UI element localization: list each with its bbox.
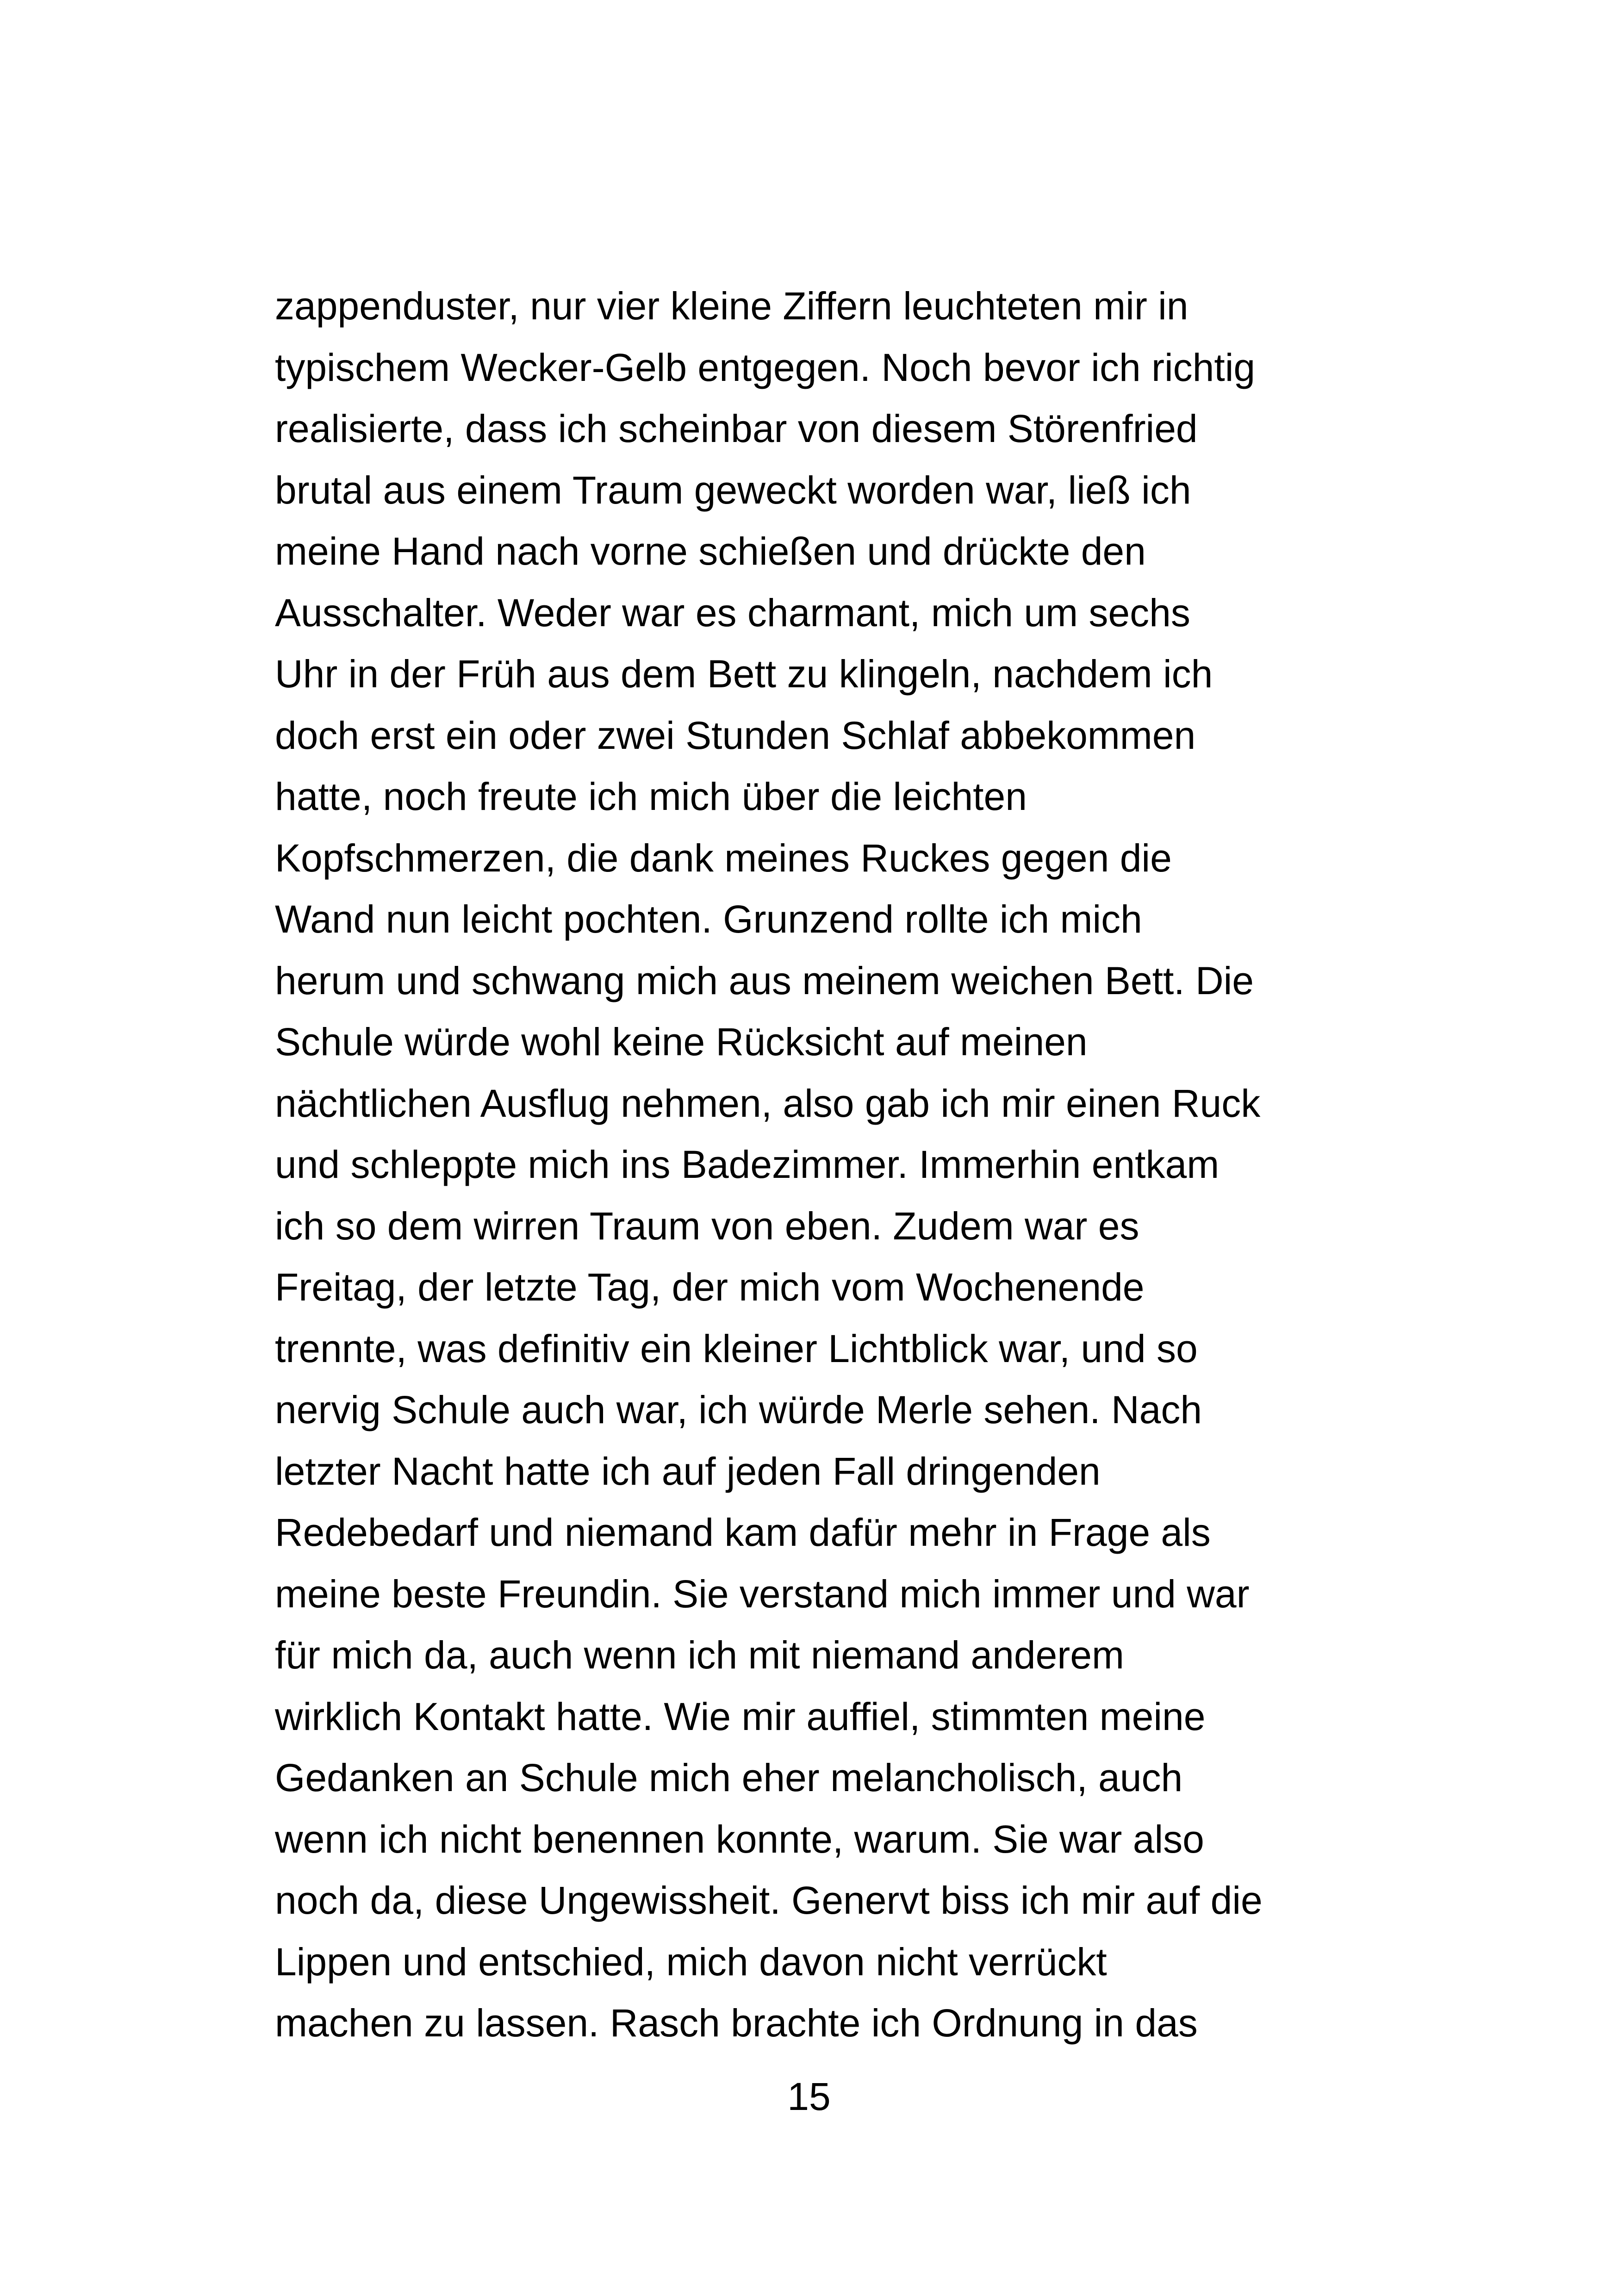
text-line: brutal aus einem Traum geweckt worden war, ließ ich [275,468,1191,512]
text-line: Gedanken an Schule mich eher melancholisch, auch [275,1756,1183,1799]
text-line: wirklich Kontakt hatte. Wie mir auffiel, stimmten meine [275,1694,1206,1738]
text-line: machen zu lassen. Rasch brachte ich Ordnung in das [275,2001,1198,2045]
text-line: doch erst ein oder zwei Stunden Schlaf abbekommen [275,713,1196,757]
text-line: realisierte, dass ich scheinbar von diesem Störenfried [275,407,1198,450]
text-line: Uhr in der Früh aus dem Bett zu klingeln, nachdem ich [275,652,1213,696]
text-line: hatte, noch freute ich mich über die leichten [275,775,1027,818]
text-line: zappenduster, nur vier kleine Ziffern leuchteten mir in [275,284,1189,328]
text-line: Kopfschmerzen, die dank meines Ruckes gegen die [275,836,1172,880]
text-line: meine Hand nach vorne schießen und drückte den [275,529,1146,573]
text-line: herum und schwang mich aus meinem weichen Bett. Die [275,958,1254,1002]
text-line: Ausschalter. Weder war es charmant, mich um sechs [275,591,1190,635]
text-line: nervig Schule auch war, ich würde Merle sehen. Nach [275,1388,1202,1431]
text-line: Redebedarf und niemand kam dafür mehr in Frage als [275,1511,1211,1554]
text-line: meine beste Freundin. Sie verstand mich immer und war [275,1572,1250,1616]
page-number: 15 [787,2075,831,2118]
body-text [275,275,1376,2054]
text-line: trennte, was definitiv ein kleiner Lichtblick war, und so [275,1326,1198,1370]
text-line: Freitag, der letzte Tag, der mich vom Wochenende [275,1265,1145,1309]
text-line: ich so dem wirren Traum von eben. Zudem war es [275,1204,1139,1248]
text-line: noch da, diese Ungewissheit. Genervt biss ich mir auf die [275,1879,1263,1922]
text-line: und schleppte mich ins Badezimmer. Immerhin entkam [275,1143,1220,1186]
text-line: nächtlichen Ausflug nehmen, also gab ich mir einen Ruck [275,1081,1261,1125]
text-line: letzter Nacht hatte ich auf jeden Fall dringenden [275,1449,1101,1493]
text-line: typischem Wecker-Gelb entgegen. Noch bevor ich richtig [275,345,1256,389]
text-line: Lippen und entschied, mich davon nicht verrückt [275,1940,1107,1984]
text-line: Schule würde wohl keine Rücksicht auf meinen [275,1020,1088,1064]
text-line: Wand nun leicht pochten. Grunzend rollte ich mich [275,897,1142,941]
text-line: für mich da, auch wenn ich mit niemand anderem [275,1633,1124,1677]
text-line: wenn ich nicht benennen konnte, warum. Sie war also [275,1817,1204,1861]
